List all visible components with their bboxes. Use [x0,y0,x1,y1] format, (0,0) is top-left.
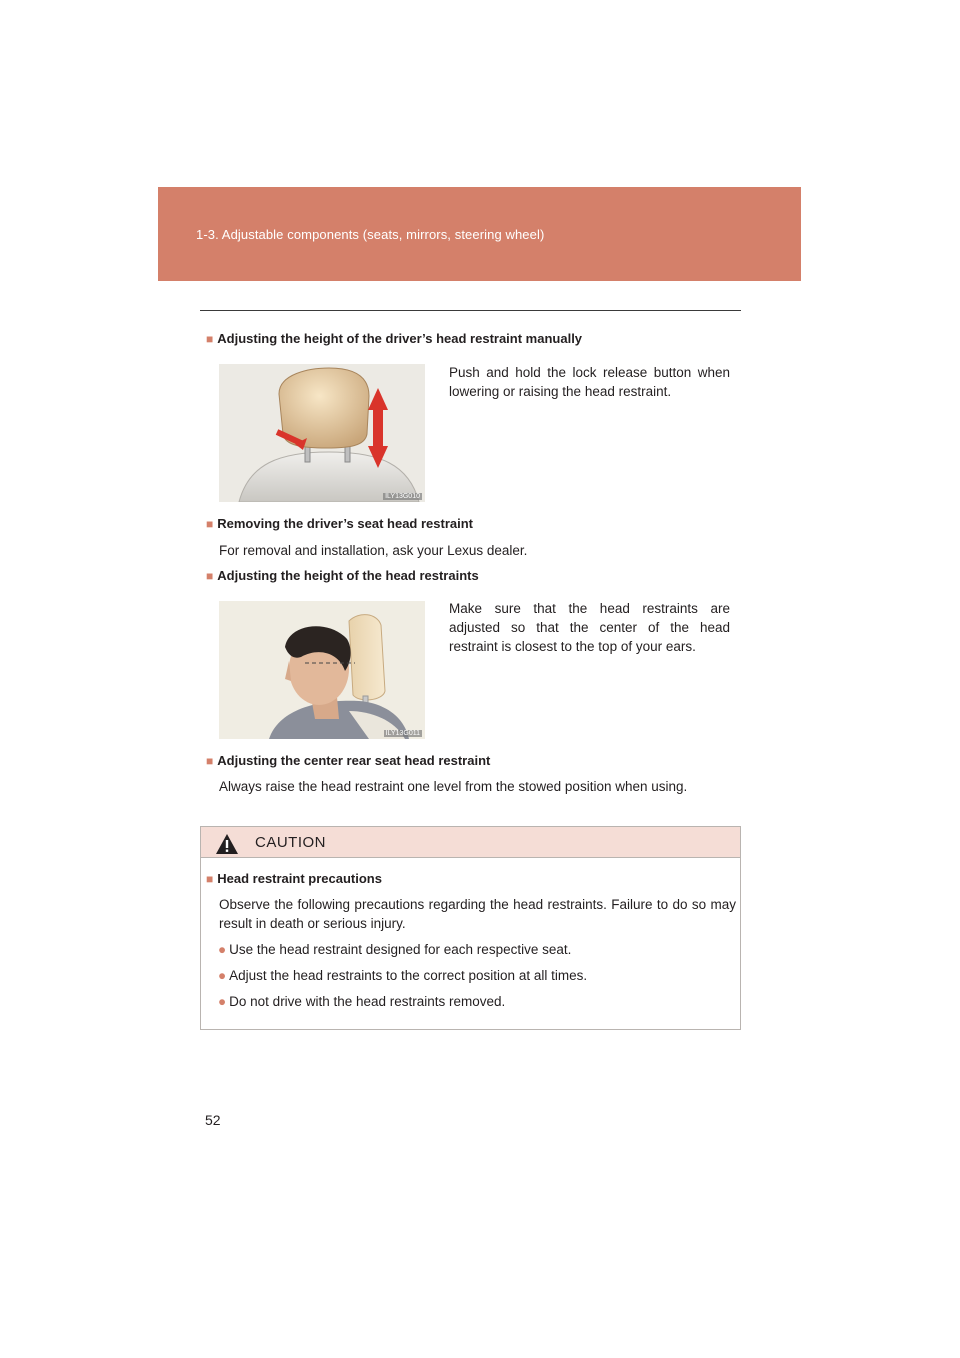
head-restraint-adjust-illustration [219,364,425,502]
figure-code: ILY13G010 [385,493,420,500]
square-bullet-icon: ■ [206,754,214,768]
heading-center-rear-head-restraint: ■ Adjusting the center rear seat head restraint [206,753,491,768]
caution-item: ● Adjust the head restraints to the correct position at all times. [218,968,588,983]
figure-head-position [219,601,425,739]
text-head-restraint-center: Make sure that the head restraints are adjusted so that the center of the head restraint is closest to the top of your ears. [449,601,730,654]
circle-bullet-icon: ● [218,942,227,957]
square-bullet-icon: ■ [206,569,214,583]
square-bullet-icon: ■ [206,332,214,346]
caution-item: ● Use the head restraint designed for each respective seat. [218,942,572,957]
caution-intro: Observe the following precautions regarding the head restraints. Failure to do so may result in death or serious injury. [219,897,736,931]
figure-code: ILY13G011 [385,730,420,737]
figure-head-restraint-adjust [219,364,425,502]
circle-bullet-icon: ● [218,994,227,1009]
caution-heading: ■ Head restraint precautions [206,871,382,886]
caution-title: CAUTION [255,834,326,851]
heading-driver-head-restraint-manual: ■ Adjusting the height of the driver’s head restraint manually [206,331,583,346]
page-number: 52 [205,1112,221,1128]
header-rule [200,310,741,311]
square-bullet-icon: ■ [206,517,214,531]
text-raise-one-level: Always raise the head restraint one level from the stowed position when using. [219,779,688,794]
caution-header [201,827,740,858]
text-push-hold-lock: Push and hold the lock release button when lowering or raising the head restraint. [449,365,730,399]
heading-height-head-restraints: ■ Adjusting the height of the head restraints [206,568,479,583]
square-bullet-icon: ■ [206,872,214,886]
section-header-band [158,187,801,281]
caution-item: ● Do not drive with the head restraints removed. [218,994,506,1009]
head-position-illustration [219,601,425,739]
heading-removing-head-restraint: ■ Removing the driver’s seat head restraint [206,516,474,531]
text-removal-dealer: For removal and installation, ask your Lexus dealer. [219,543,528,558]
warning-triangle-icon [215,833,239,855]
caution-box [200,826,741,1030]
circle-bullet-icon: ● [218,968,227,983]
section-title: 1-3. Adjustable components (seats, mirrors, steering wheel) [196,227,545,242]
